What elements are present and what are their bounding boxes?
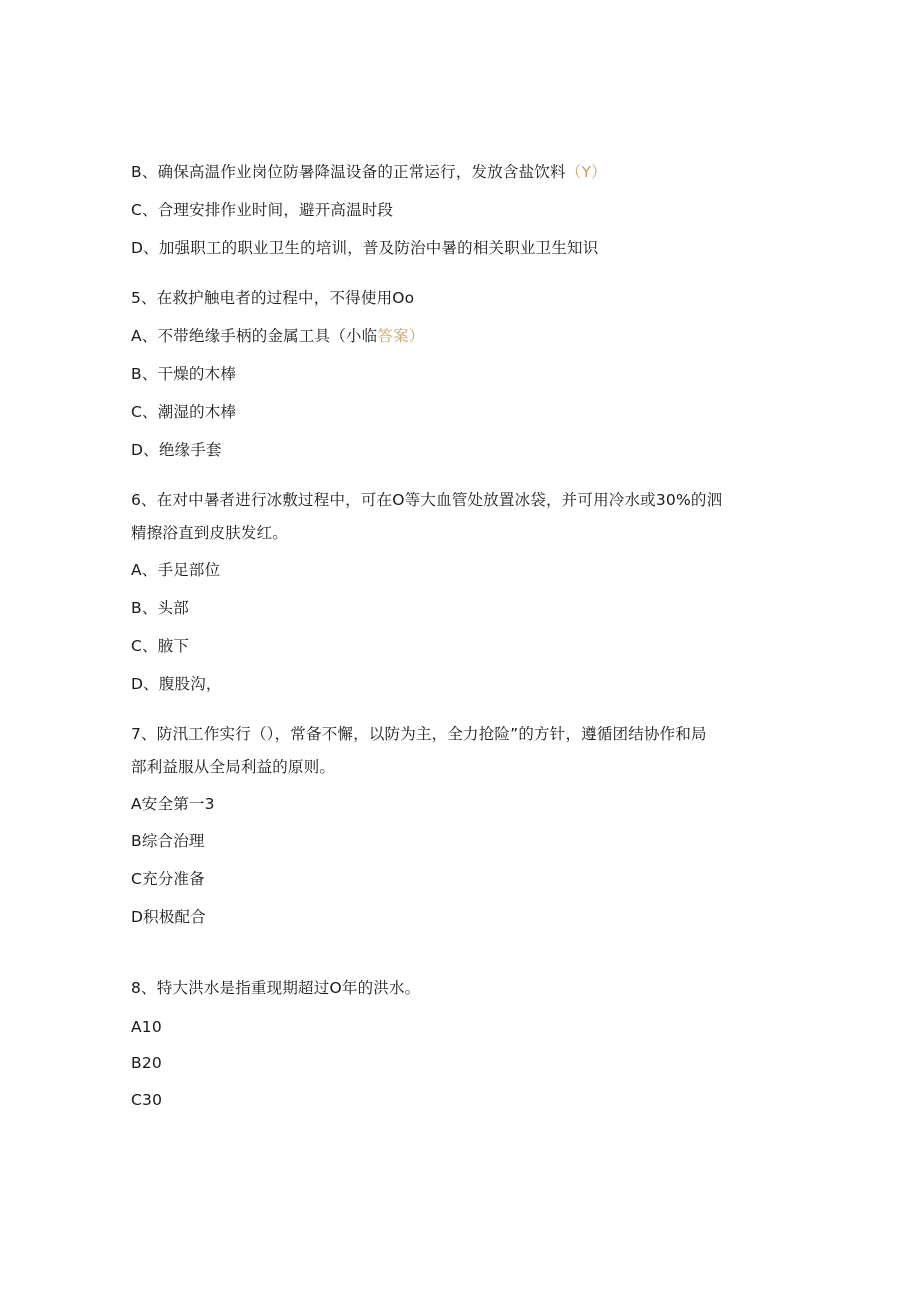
q4-option-c: C、合理安排作业时间，避开高温时段 (131, 201, 394, 219)
q8-stem: 8、特大洪水是指重现期超过O年的洪水。 (131, 979, 421, 997)
q4-option-b-text: B、确保高温作业岗位防暑降温设备的正常运行，发放含盐饮料 (131, 163, 566, 181)
q8-option-c: C30 (131, 1091, 163, 1109)
q5-option-a-answer-mark: 答案） (377, 327, 425, 345)
q7-option-c: C充分准备 (131, 870, 205, 888)
q5-option-d: D、绝缘手套 (131, 441, 222, 459)
q5-option-b: B、干燥的木棒 (131, 365, 237, 383)
q7-option-a: A安全第一3 (131, 795, 215, 813)
q5-option-a (131, 326, 424, 346)
q7-option-d: D积极配合 (131, 908, 206, 926)
q6-stem-line2: 精擦浴直到皮肤发红。 (131, 524, 289, 542)
q4-option-b (131, 162, 607, 182)
q6-option-c: C、腋下 (131, 637, 190, 655)
q4-option-b-answer-mark: （Y） (565, 163, 607, 181)
q6-option-b: B、头部 (131, 599, 189, 617)
q7-option-b: B综合治理 (131, 832, 205, 850)
q5-option-a-text: A、不带绝缘手柄的金属工具（小临 (131, 327, 378, 345)
q8-option-b: B20 (131, 1054, 162, 1072)
q5-stem: 5、在救护触电者的过程中，不得使用Oo (131, 289, 415, 307)
q5-option-c: C、潮湿的木棒 (131, 403, 237, 421)
q7-stem-line1: 7、防汛工作实行（），常备不懈，以防为主，全力抢险”的方针，遵循团结协作和局 (131, 725, 707, 743)
q7-stem-line2: 部利益服从全局利益的原则。 (131, 758, 336, 776)
q6-option-d: D、腹股沟， (131, 675, 222, 693)
q6-stem-line1: 6、在对中暑者进行冰敷过程中，可在O等大血管处放置冰袋，并可用冷水或30%的泗 (131, 491, 723, 509)
q8-option-a: A10 (131, 1018, 162, 1036)
q4-option-d: D、加强职工的职业卫生的培训，普及防治中暑的相关职业卫生知识 (131, 239, 599, 257)
q6-option-a: A、手足部位 (131, 561, 221, 579)
